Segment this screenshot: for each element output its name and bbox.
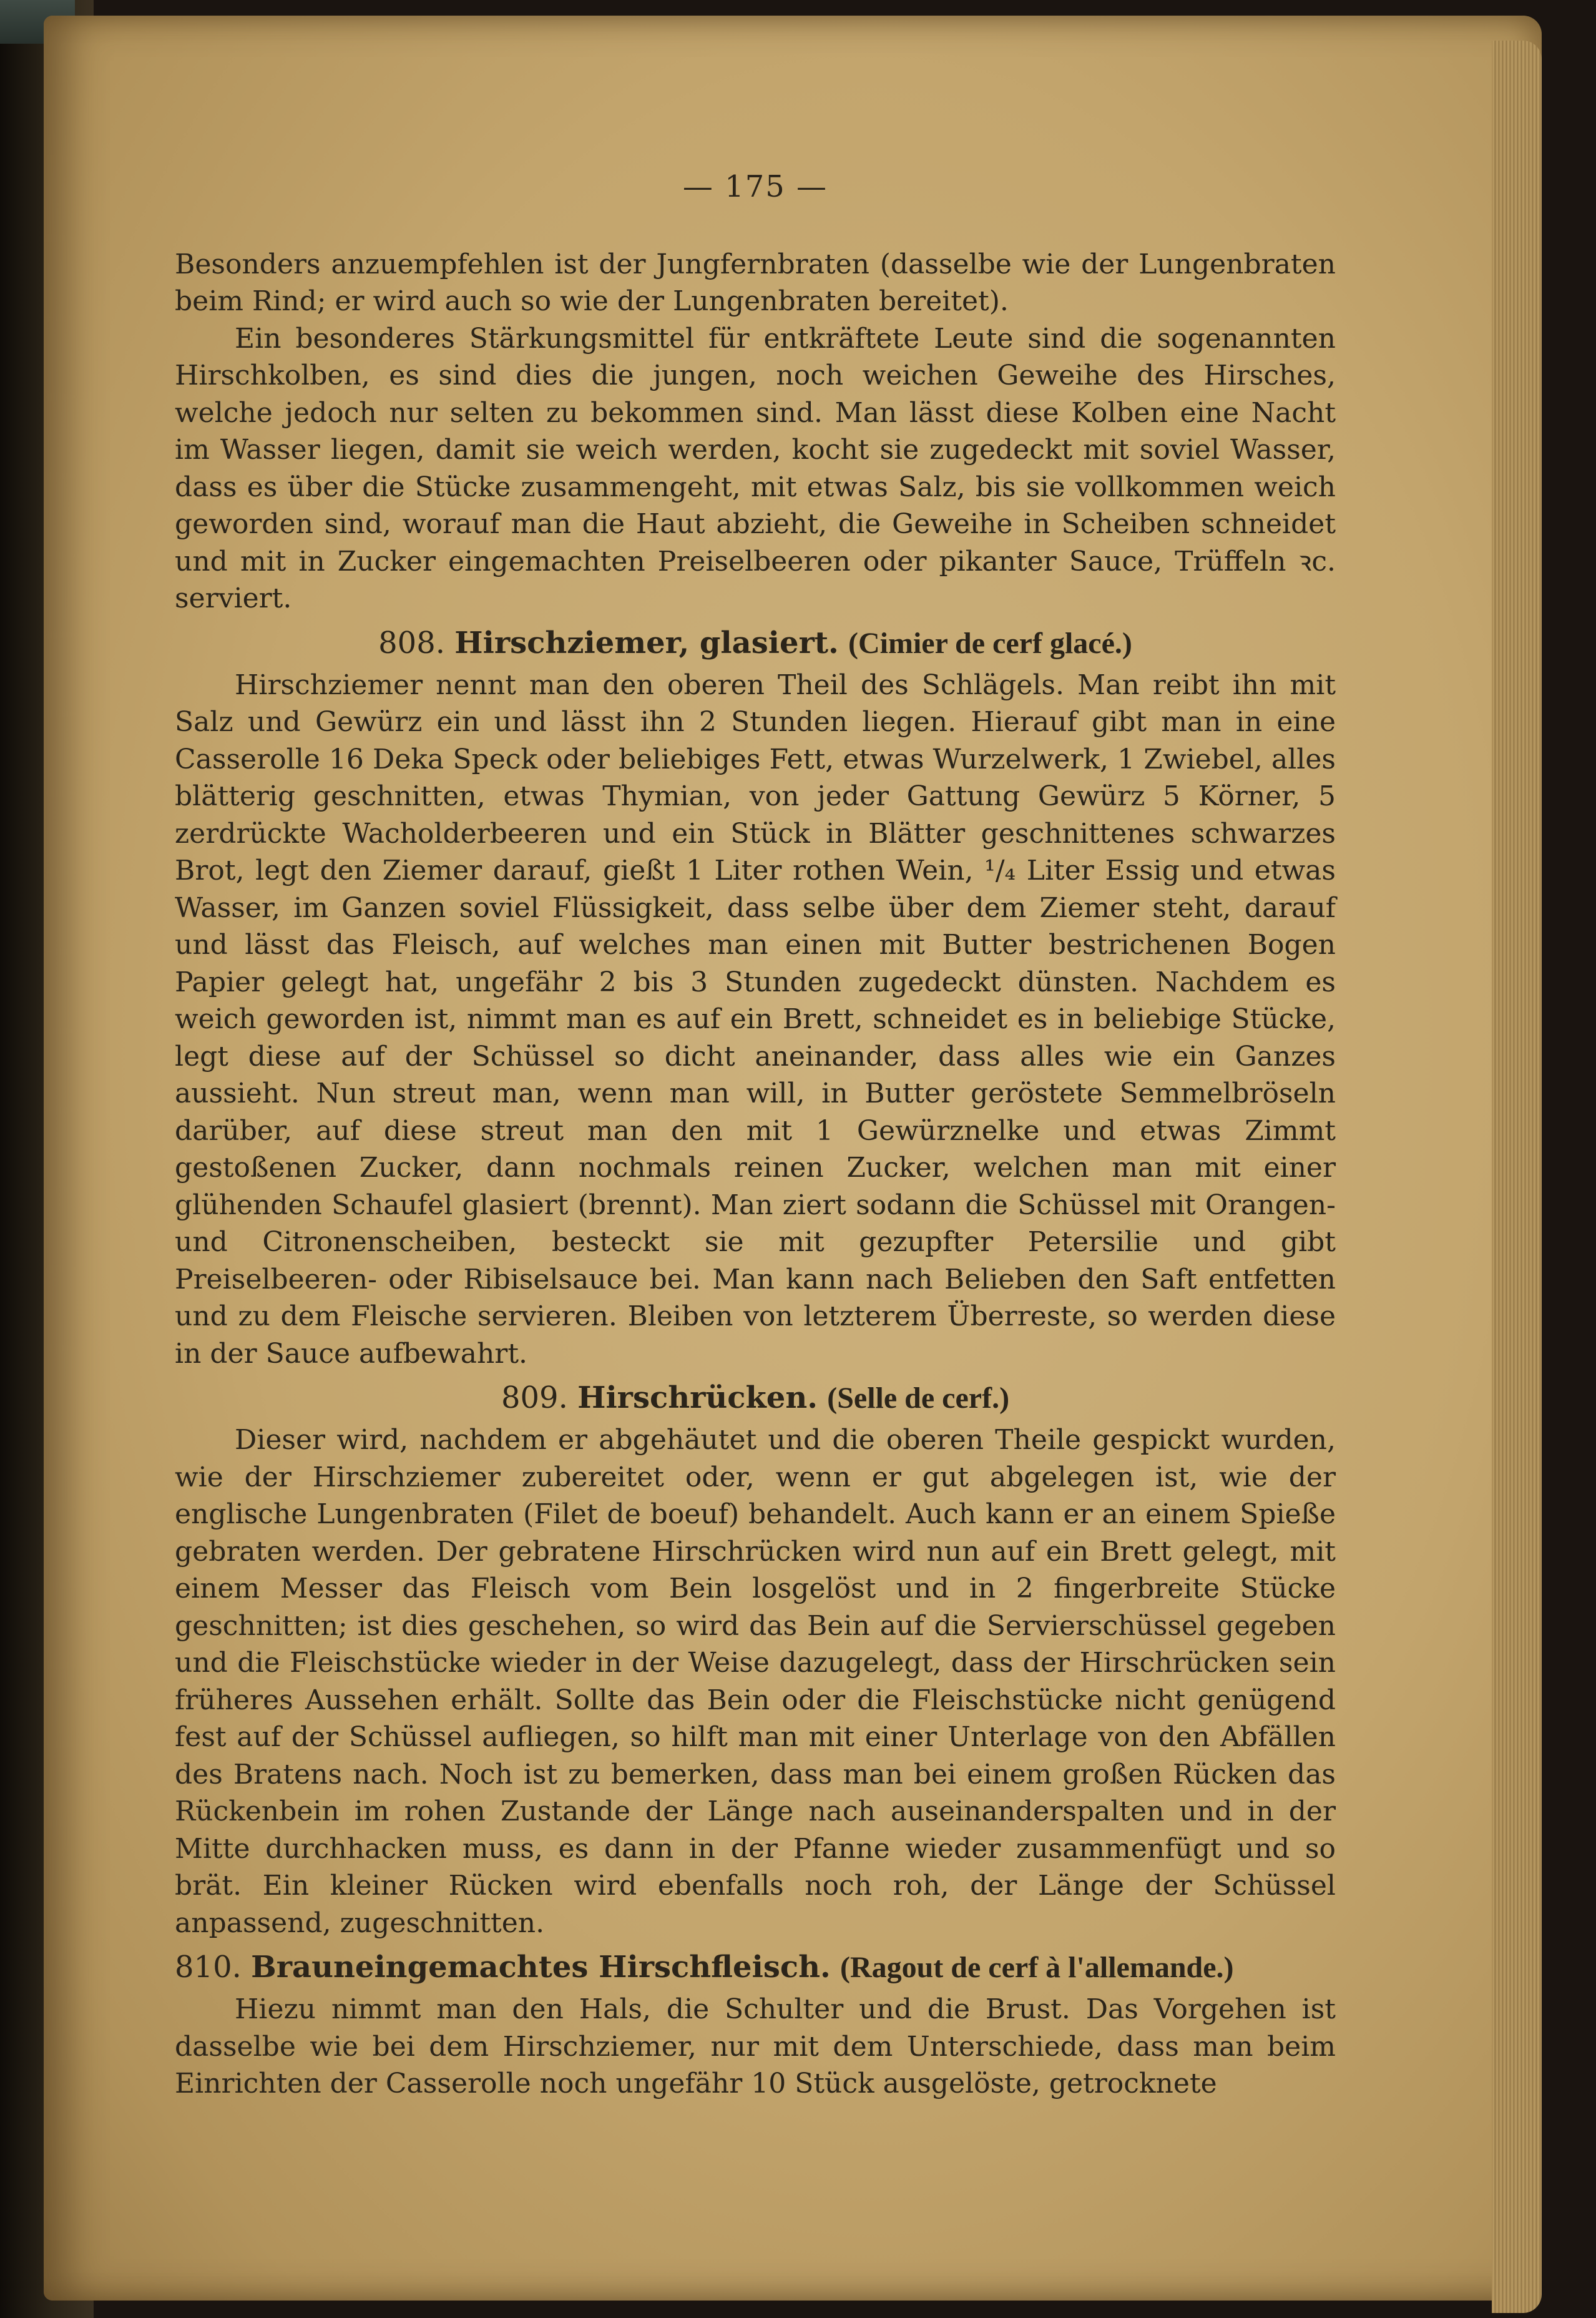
recipe-heading-809 [175, 1378, 1336, 1418]
page-edge [1492, 41, 1542, 2313]
recipe-number: 810. [175, 1950, 242, 1985]
paragraph-hirschkolben: Ein besonderes Stärkungsmittel für entkräftete Leute sind die sogenannten Hirschkolben, es sind dies die jungen, noch weichen Geweihe des Hirsches, welche jedoch nur selten zu bekommen sind. Man lässt diese Kolben eine Nacht im Wasser liegen, damit sie weich werden, kocht sie zugedeckt mit soviel Wasser, dass es über die Stücke zusammengeht, mit etwas Salz, bis sie vollkommen weich geworden sind, worauf man die Haut abzieht, die Geweihe in Scheiben schneidet und mit in Zucker eingemachten Preiselbeeren oder pikanter Sauce, Trüffeln ꝛc. serviert. [175, 322, 1336, 614]
recipe-heading-808 [175, 624, 1336, 663]
recipe-title: Hirschrücken. [577, 1380, 818, 1415]
recipe-french-title: (Cimier de cerf glacé.) [848, 626, 1132, 660]
recipe-text-809: Dieser wird, nachdem er abgehäutet und die oberen Theile gespickt wurden, wie der Hirschziemer zubereitet oder, wenn er gut abgelegen ist, wie der englische Lungenbraten (Filet de boeuf) behandelt. Auch kann er an einem Spieße gebraten werden. Der gebratene Hirschrücken wird nun auf ein Brett gelegt, mit einem Messer das Fleisch vom Bein losgelöst und in 2 fingerbreite Stücke geschnitten; ist dies geschehen, so wird das Bein auf die Servierschüssel gegeben und die Fleischstücke wieder in der Weise dazugelegt, dass der Hirschrücken sein früheres Aussehen erhält. Sollte das Bein oder die Fleischstücke nicht genügend fest auf der Schüssel aufliegen, so hilft man mit einer Unterlage von den Abfällen des Bratens nach. Noch ist zu bemerken, dass man bei einem großen Rücken das Rückenbein im rohen Zustande der Länge nach auseinanderspalten und in der Mitte durchhacken muss, es dann in der Pfanne wieder zusammenfügt und so brät. Ein kleiner Rücken wird ebenfalls noch roh, der Länge der Schüssel anpassend, zugeschnitten. [175, 1424, 1336, 1939]
recipe-text-808: Hirschziemer nennt man den oberen Theil des Schlägels. Man reibt ihn mit Salz und Gewürz ein und lässt ihn 2 Stunden liegen. Hierauf gibt man in eine Casserolle 16 Deka Speck oder beliebiges Fett, etwas Wurzelwerk, 1 Zwiebel, alles blätterig geschnitten, etwas Thymian, von jeder Gattung Gewürz 5 Körner, 5 zerdrückte Wacholderbeeren und ein Stück in Blätter geschnittenes schwarzes Brot, legt den Ziemer darauf, gießt 1 Liter rothen Wein, ¹/₄ Liter Essig und etwas Wasser, im Ganzen soviel Flüssigkeit, dass selbe über dem Ziemer steht, darauf und lässt das Fleisch, auf welches man einen mit Butter bestrichenen Bogen Papier gelegt hat, ungefähr 2 bis 3 Stunden zugedeckt dünsten. Nachdem es weich geworden ist, nimmt man es auf ein Brett, schneidet es in beliebige Stücke, legt diese auf der Schüssel so dicht aneinander, dass alles wie ein Ganzes aussieht. Nun streut man, wenn man will, in Butter geröstete Semmelbröseln darüber, auf diese streut man den mit 1 Gewürznelke und etwas Zimmt gestoßenen Zucker, dann nochmals reinen Zucker, welchen man mit einer glühenden Schaufel glasiert (brennt). Man ziert sodann die Schüssel mit Orangen- und Citronenscheiben, besteckt sie mit gezupfter Petersilie und gibt Preiselbeeren- oder Ribiselsauce bei. Man kann nach Belieben den Saft entfetten und zu dem Fleische servieren. Bleiben von letzterem Überreste, so werden diese in der Sauce aufbewahrt. [175, 669, 1336, 1370]
recipe-number: 809. [501, 1380, 568, 1415]
recipe-text-810: Hiezu nimmt man den Hals, die Schulter und die Brust. Das Vorgehen ist dasselbe wie bei dem Hirschziemer, nur mit dem Unterschiede, dass man beim Einrichten der Casserolle noch ungefähr 10 Stück ausgelöste, getrocknete [175, 1993, 1336, 2099]
recipe-number: 808. [378, 625, 445, 661]
recipe-french-title: (Ragout de cerf à l'allemande.) [840, 1951, 1234, 1984]
recipe-title: Brauneingemachtes Hirschfleisch. [251, 1950, 831, 1985]
page-content [175, 169, 1336, 2103]
recipe-french-title: (Selle de cerf.) [827, 1382, 1010, 1415]
paragraph-jungfernbraten: Besonders anzuempfehlen ist der Jungfernbraten (dasselbe wie der Lungenbraten beim Rind; er wird auch so wie der Lungenbraten bereitet). [175, 248, 1336, 317]
recipe-title: Hirschziemer, glasiert. [454, 625, 839, 661]
page-number: — 175 — [682, 169, 828, 204]
recipe-heading-810 [175, 1948, 1336, 1987]
